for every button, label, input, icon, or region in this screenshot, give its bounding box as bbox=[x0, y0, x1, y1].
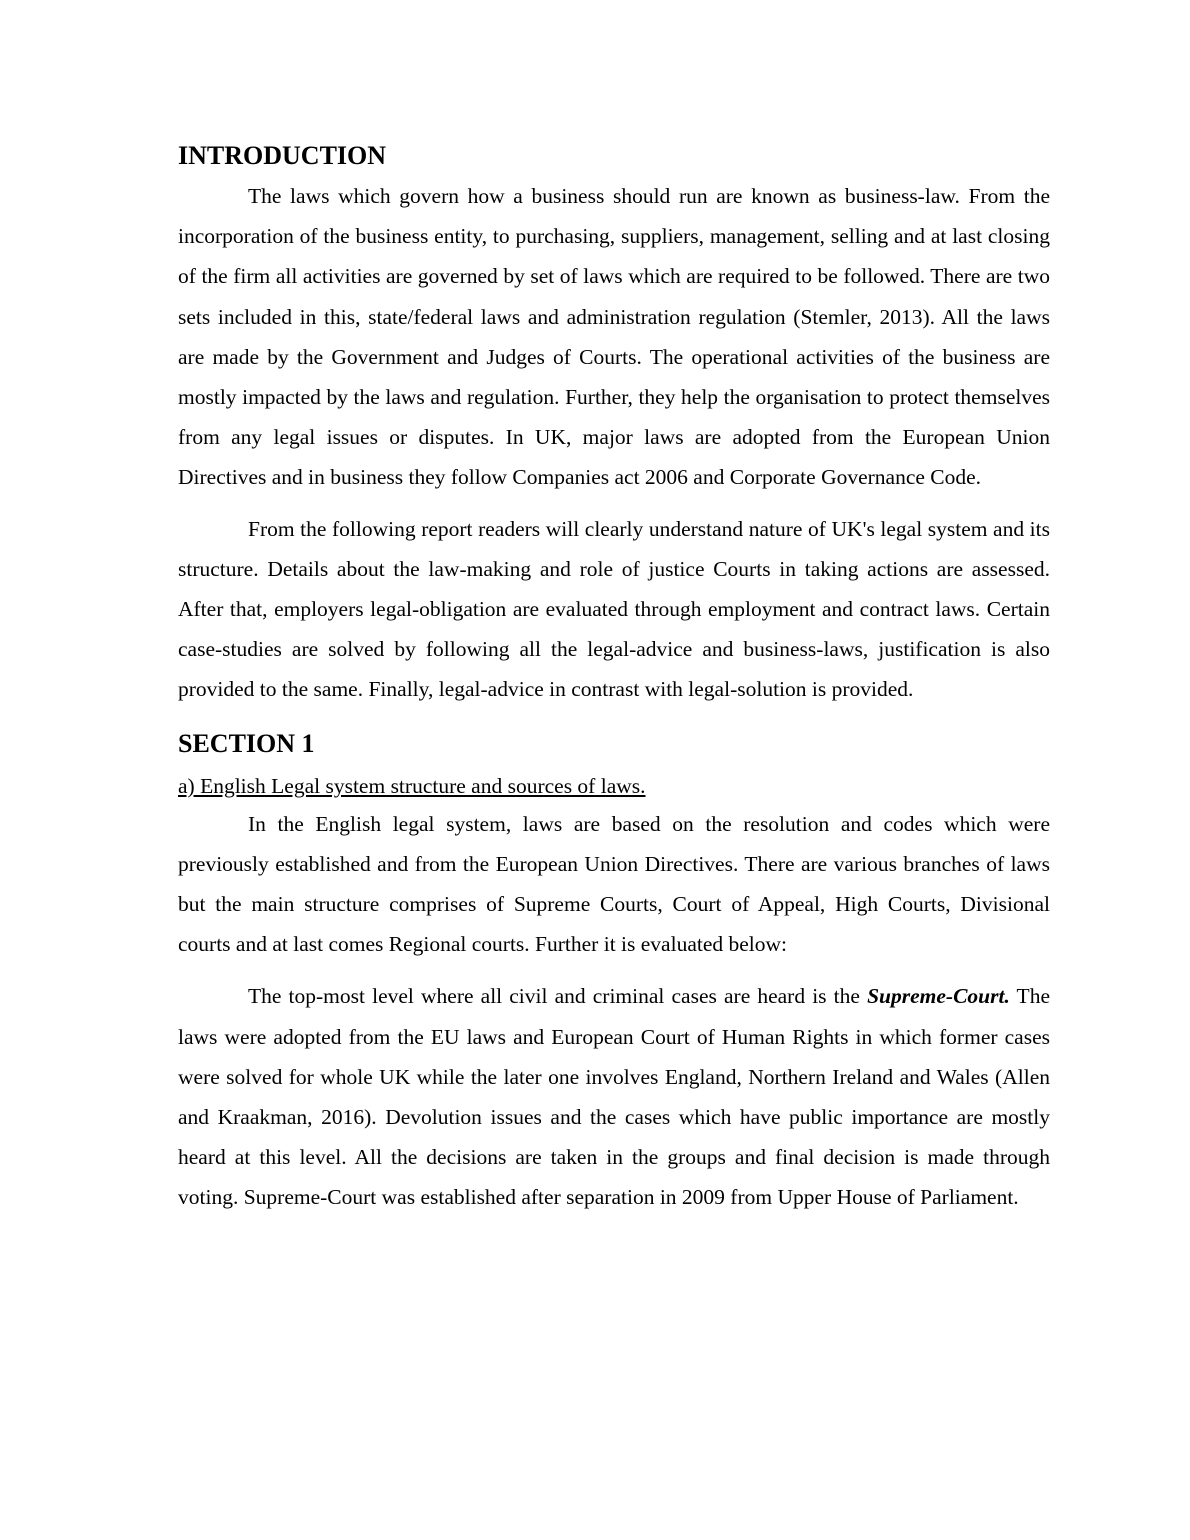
section-1-heading: SECTION 1 bbox=[178, 728, 315, 758]
document-page bbox=[178, 138, 1050, 1218]
introduction-paragraph-1: The laws which govern how a business should run are known as business-law. From the incorporation of the business entity, to purchasing, suppliers, management, selling and at last closing of the firm all activities are governed by set of laws which are required to be followed. There are two sets included in this, state/federal laws and administration regulation (Stemler, 2013). All the laws are made by the Government and Judges of Courts. The operational activities of the business are mostly impacted by the laws and regulation. Further, they help the organisation to protect themselves from any legal issues or disputes. In UK, major laws are adopted from the European Union Directives and in business they follow Companies act 2006 and Corporate Governance Code. bbox=[178, 184, 1050, 490]
section-1-paragraph-2 bbox=[178, 976, 1050, 1217]
introduction-heading: INTRODUCTION bbox=[178, 141, 387, 170]
paragraph-2-lead: The top-most level where all civil and criminal cases are heard is the bbox=[248, 984, 868, 1009]
section-1-subheading: a) English Legal system structure and sources of laws. bbox=[178, 773, 646, 798]
paragraph-2-rest: The laws were adopted from the EU laws and European Court of Human Rights in which former cases were solved for whole UK while the later one involves England, Northern Ireland and Wales (Allen and Kraakman, 2016). Devolution issues and the cases which have public importance are mostly heard at this level. All the decisions are taken in the groups and final decision is made through voting. Supreme-Court was established after separation in 2009 from Upper House of Parliament. bbox=[178, 984, 1050, 1210]
introduction-paragraph-2: From the following report readers will clearly understand nature of UK's legal system and its structure. Details about the law-making and role of justice Courts in taking actions are assessed. After that, employers legal-obligation are evaluated through employment and contract laws. Certain case-studies are solved by following all the legal-advice and business-laws, justification is also provided to the same. Finally, legal-advice in contrast with legal-solution is provided. bbox=[178, 516, 1050, 702]
supreme-court-emphasis: Supreme-Court. bbox=[867, 984, 1010, 1009]
section-1-paragraph-1: In the English legal system, laws are based on the resolution and codes which were previously established and from the European Union Directives. There are various branches of laws but the main structure comprises of Supreme Courts, Court of Appeal, High Courts, Divisional courts and at last comes Regional courts. Further it is evaluated below: bbox=[178, 811, 1050, 957]
